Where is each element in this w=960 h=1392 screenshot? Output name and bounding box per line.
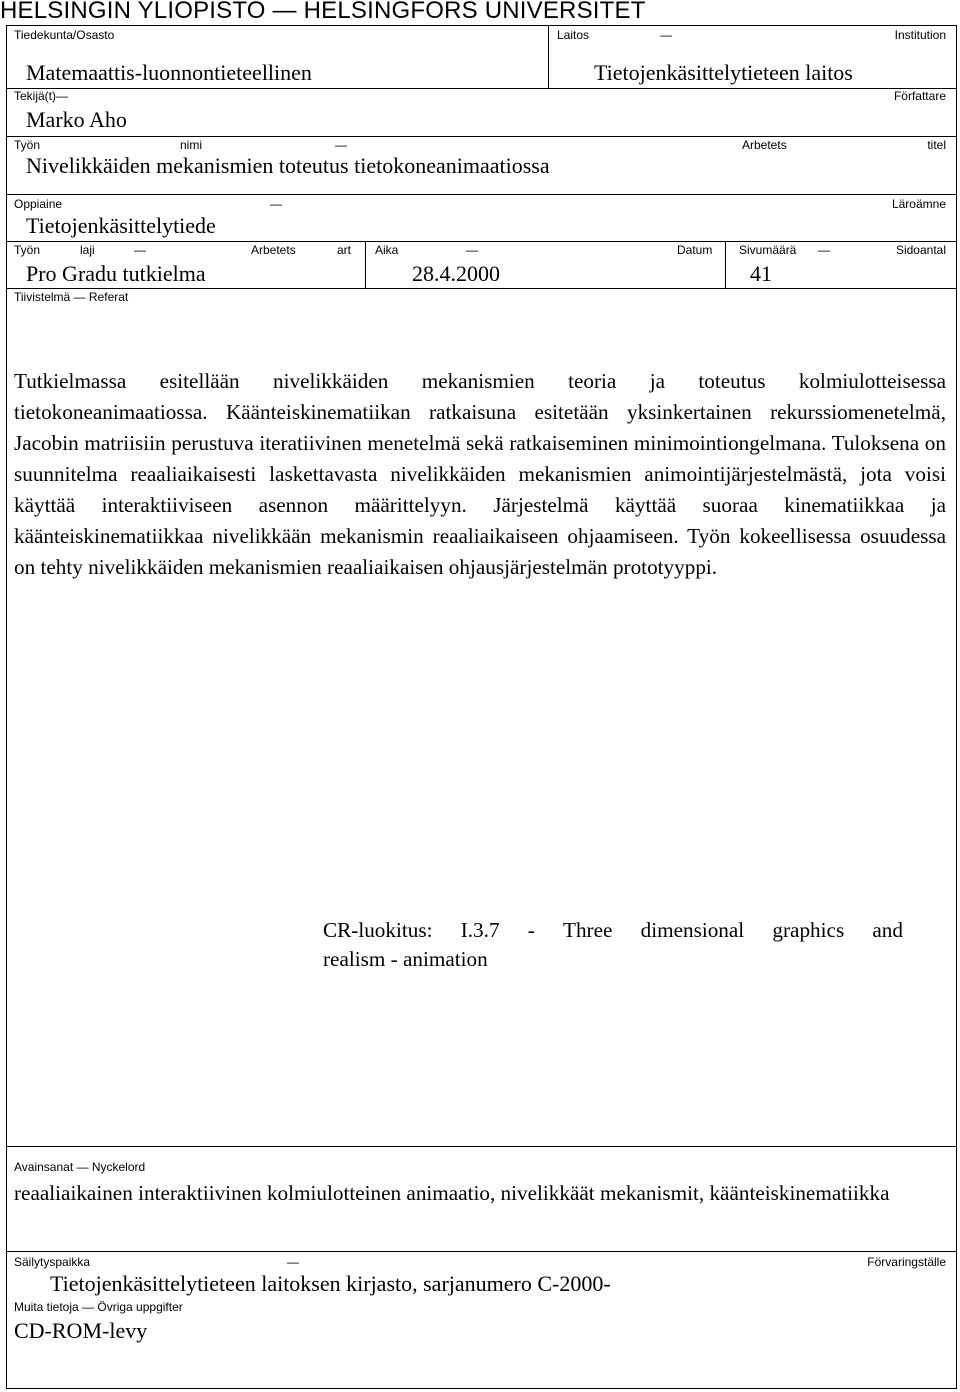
worktype-label-4: art <box>337 243 352 257</box>
pages-label-dash: — <box>818 243 830 257</box>
faculty-value: Matemaattis-luonnontieteellinen <box>26 60 312 85</box>
other-info-value: CD-ROM-levy <box>14 1318 148 1343</box>
subject-value: Tietojenkäsittelytiede <box>26 213 216 238</box>
storage-label-sv: Förvaringställe <box>867 1255 946 1269</box>
cr-code: I.3.7 <box>460 918 500 942</box>
title-label-sv-2: titel <box>927 138 946 152</box>
divider-worktype <box>6 288 957 289</box>
date-label-fi: Aika <box>375 243 399 257</box>
faculty-label: Tiedekunta/Osasto <box>14 28 115 42</box>
form-left-border <box>6 25 7 1389</box>
cr-line-1 <box>323 916 903 945</box>
cr-classification <box>323 916 903 974</box>
other-info-label: Muita tietoja — Övriga uppgifter <box>14 1300 183 1314</box>
department-value: Tietojenkäsittelytieteen laitos <box>594 60 853 85</box>
date-label-dash: — <box>466 243 478 257</box>
cr-word: - <box>527 918 535 942</box>
divider-author <box>6 136 957 137</box>
title-label-dash: — <box>335 138 347 152</box>
pages-label-sv: Sidoantal <box>895 243 946 257</box>
department-label-sv: Institution <box>894 28 946 42</box>
pages-label-fi: Sivumäärä <box>739 243 797 257</box>
university-title: HELSINGIN YLIOPISTO — HELSINGFORS UNIVERSITET <box>0 0 646 24</box>
worktype-label-2: laji <box>80 243 95 257</box>
storage-value: Tietojenkäsittelytieteen laitoksen kirjasto, sarjanumero C-2000- <box>50 1271 611 1296</box>
title-label-sv-1: Arbetets <box>742 138 787 152</box>
worktype-label-dash: — <box>134 243 146 257</box>
cr-word: and <box>872 918 903 942</box>
keywords-value: reaaliaikainen interaktiivinen kolmiulotteinen animaatio, nivelikkäät mekanismit, käänteiskinematiikka <box>14 1181 890 1205</box>
cr-word: graphics <box>772 918 845 942</box>
form-top-border <box>6 25 957 26</box>
keywords-label: Avainsanat — Nyckelord <box>14 1160 146 1174</box>
worktype-label-3: Arbetets <box>251 243 296 257</box>
date-value: 28.4.2000 <box>412 261 500 286</box>
divider-worktype-date <box>365 241 366 288</box>
cr-word: Three <box>563 918 613 942</box>
department-label-fi: Laitos <box>557 28 590 42</box>
subject-label-dash: — <box>270 197 282 211</box>
subject-label-sv: Läroämne <box>891 197 946 211</box>
cr-word: dimensional <box>640 918 745 942</box>
worktype-value: Pro Gradu tutkielma <box>26 261 206 286</box>
author-label-sv: Författare <box>893 89 946 103</box>
work-title-value: Nivelikkäiden mekanismien toteutus tietokoneanimaatiossa <box>26 153 550 178</box>
abstract-label: Tiivistelmä — Referat <box>14 290 129 304</box>
author-label-fi: Tekijä(t)— <box>14 89 69 103</box>
divider-faculty-department <box>548 25 549 88</box>
pages-value: 41 <box>750 261 772 286</box>
divider-faculty <box>6 88 957 89</box>
subject-label-fi: Oppiaine <box>14 197 63 211</box>
author-value: Marko Aho <box>26 107 127 132</box>
form-right-border <box>956 25 957 1389</box>
divider-subject <box>6 241 957 242</box>
form-bottom-border <box>6 1388 957 1389</box>
worktype-label-1: Työn <box>14 243 41 257</box>
cr-label: CR-luokitus: <box>323 918 433 942</box>
divider-abstract <box>6 1146 957 1147</box>
title-label-fi-1: Työn <box>14 138 41 152</box>
cr-line-2: realism - animation <box>323 947 488 971</box>
department-label-dash: — <box>660 28 672 42</box>
divider-date-pages <box>725 241 726 288</box>
abstract-text: Tutkielmassa esitellään nivelikkäiden mekanismien teoria ja toteutus kolmiulotteisessa tietokoneanimaatiossa. Käänteiskinematiikan ratkaisuna esitetään yksinkertainen rekurssiomenetelmä, Jacobin matriisiin perustuva iteratiivinen menetelmä sekä ratkaiseminen minimointiongelmana. Tuloksena on suunnitelma reaaliaikaisesti laskettavasta nivelikkäiden mekanismien animointijärjestelmästä, jota voisi käyttää interaktiiviseen asennon määrittelyyn. Järjestelmä käyttää suoraa kinematiikkaa ja käänteiskinematiikkaa nivelikkään mekanismin reaaliaikaiseen ohjaamiseen. Työn kokeellisessa osuudessa on tehty nivelikkäiden mekanismien reaaliaikaisen ohjausjärjestelmän prototyyppi. <box>14 369 946 579</box>
title-label-fi-2: nimi <box>180 138 203 152</box>
divider-title <box>6 194 957 195</box>
storage-label-fi: Säilytyspaikka <box>14 1255 91 1269</box>
storage-label-dash: — <box>287 1255 299 1269</box>
divider-keywords <box>6 1251 957 1252</box>
date-label-sv: Datum <box>677 243 713 257</box>
